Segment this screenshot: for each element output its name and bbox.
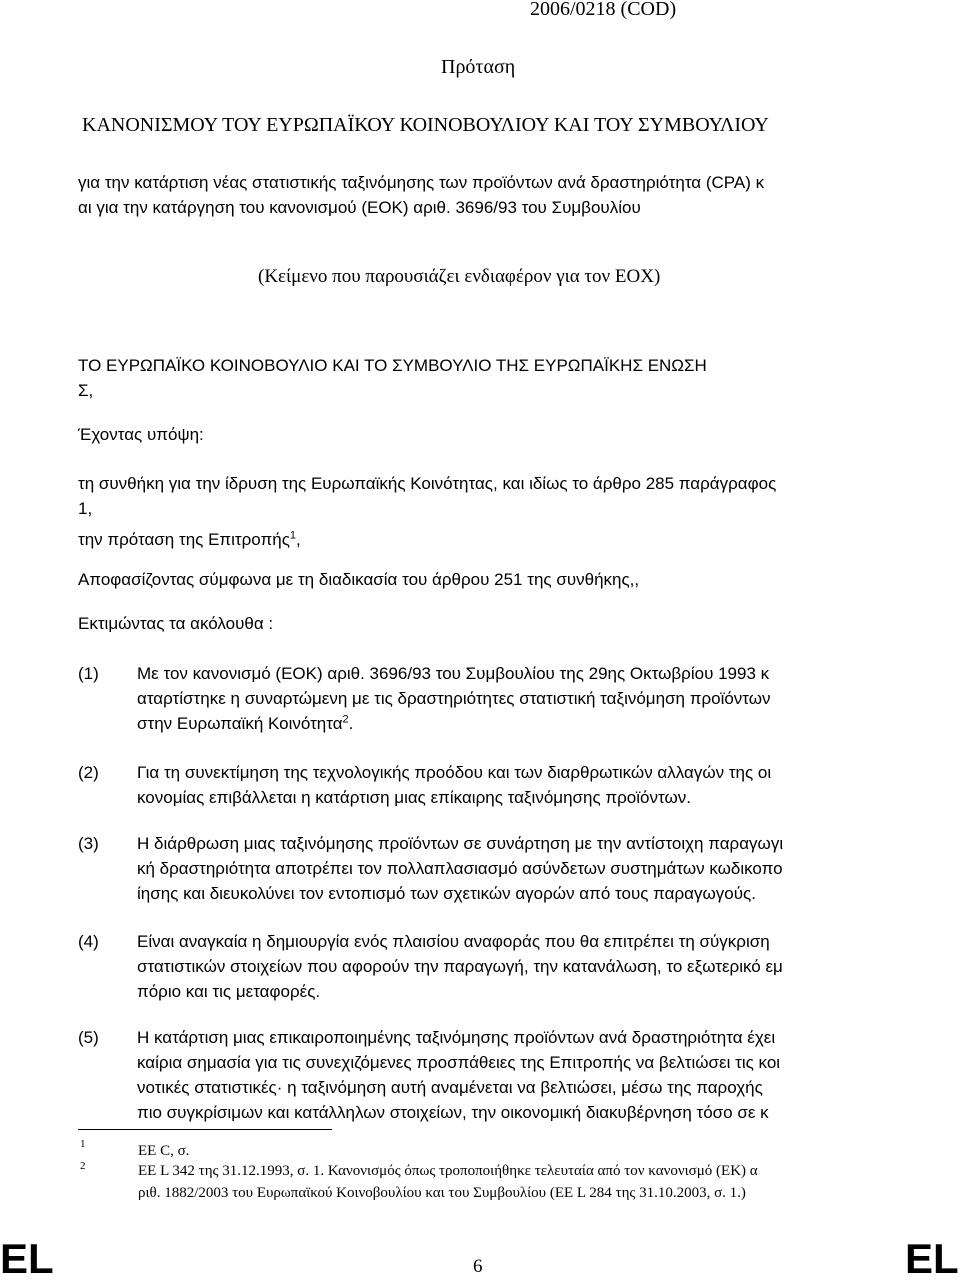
recital-line-text: στην Ευρωπαϊκή Κοινότητα: [137, 714, 343, 733]
recital-text: [137, 929, 783, 1004]
commission-proposal-citation: [78, 530, 301, 550]
recital-text: [137, 760, 771, 810]
whereas-heading: Εκτιμώντας τα ακόλουθα :: [78, 614, 274, 633]
treaty-line: 1,: [78, 499, 93, 518]
procedure-citation: Αποφασίζοντας σύμφωνα με τη διαδικασία του άρθρου 251 της συνθήκης,,: [78, 570, 640, 589]
footnote-mark: 1: [80, 1138, 86, 1150]
recital-text: [137, 661, 771, 736]
language-code-right: EL: [905, 1235, 959, 1282]
recital-line: αταρτίστηκε η συναρτώμενη με τις δραστηριότητες στατιστική ταξινόμηση προϊόντων: [137, 689, 771, 708]
recital-line: Είναι αναγκαία η δημιουργία ενός πλαισίου αναφοράς που θα επιτρέπει τη σύγκριση: [137, 932, 770, 951]
footnote-line: ριθ. 1882/2003 του Ευρωπαϊκού Κοινοβουλίου και του Συμβουλίου (ΕΕ L 284 της 31.10.2003, σ. 1.): [138, 1185, 746, 1201]
footnote-line: ΕΕ L 342 της 31.12.1993, σ. 1. Κανονισμός όπως τροποποιήθηκε τελευταία από τον κανονισμό (ΕΚ) α: [138, 1163, 758, 1179]
footnote-line: ΕΕ C, σ.: [138, 1143, 190, 1159]
recital-line: στατιστικών στοιχείων που αφορούν την παραγωγή, την κατανάλωση, το εξωτερικό εμ: [137, 957, 783, 976]
recital-number: (1): [78, 664, 99, 683]
proposal-label: Πρόταση: [441, 56, 516, 78]
footnote-ref: 1: [289, 529, 297, 542]
recital-line: πιο συγκρίσιμων και κατάλληλων στοιχείων, την οικονομική διακυβέρνηση τόσο σε κ: [137, 1103, 769, 1122]
eea-relevance-note: (Κείμενο που παρουσιάζει ενδιαφέρον για τον ΕΟΧ): [258, 266, 661, 287]
recital-text: [137, 831, 783, 906]
subject-line: αι για την κατάργηση του κανονισμού (ΕΟΚ) αριθ. 3696/93 του Συμβουλίου: [78, 198, 641, 217]
recital-line: νοτικές στατιστικές· η ταξινόμηση αυτή αναμένεται να βελτιώσει, μέσω της παροχής: [137, 1078, 763, 1097]
regulation-title: ΚΑΝΟΝΙΣΜΟΥ ΤΟΥ ΕΥΡΩΠΑΪΚΟΥ ΚΟΙΝΟΒΟΥΛΙΟΥ ΚΑΙ ΤΟΥ ΣΥΜΒΟΥΛΙΟΥ: [82, 114, 769, 136]
recital-line: [137, 711, 771, 736]
recital-text: [137, 1025, 780, 1125]
footnote: [138, 1160, 758, 1204]
subject-line: για την κατάρτιση νέας στατιστικής ταξινόμησης των προϊόντων ανά δραστηριότητα (CPA) κ: [78, 173, 765, 192]
authors-line: Σ,: [78, 381, 94, 400]
recital-line: κή δραστηριότητα αποτρέπει τον πολλαπλασιασμό ασύνδετων συστημάτων κωδικοπο: [137, 859, 783, 878]
recital-line: κονομίας επιβάλλεται η κατάρτιση μιας επίκαιρης ταξινόμησης προϊόντων.: [137, 788, 691, 807]
recital-number: (4): [78, 932, 99, 951]
treaty-citation: [78, 471, 776, 521]
recital-line-end: .: [348, 714, 354, 733]
treaty-line: τη συνθήκη για την ίδρυση της Ευρωπαϊκής Κοινότητας, και ιδίως το άρθρο 285 παράγραφος: [78, 474, 777, 493]
footnote: [138, 1140, 189, 1162]
regulation-subject: [78, 170, 764, 220]
recital-line: Η διάρθρωση μιας ταξινόμησης προϊόντων σε συνάρτηση με την αντίστοιχη παραγωγι: [137, 834, 784, 853]
citation-text: την πρόταση της Επιτροπής: [78, 530, 290, 549]
recital-line: ίησης και διευκολύνει τον εντοπισμό των σχετικών αγορών από τους παραγωγούς.: [137, 884, 756, 903]
recital-line: πόριο και τις μεταφορές.: [137, 982, 321, 1001]
language-code-left: EL: [0, 1235, 54, 1282]
footnote-ref: 2: [342, 713, 349, 726]
recital-line: καίρια σημασία για τις συνεχιζόμενες προσπάθειες της Επιτροπής να βελτιώσει τις κοι: [137, 1053, 781, 1072]
footnote-mark: 2: [80, 1160, 86, 1172]
page-number: 6: [473, 1256, 483, 1277]
authors-heading: [78, 353, 707, 403]
recital-number: (2): [78, 763, 99, 782]
recital-line: Για τη συνεκτίμηση της τεχνολογικής προόδου και των διαρθρωτικών αλλαγών της οι: [137, 763, 772, 782]
recital-line: Η κατάρτιση μιας επικαιροποιημένης ταξινόμησης προϊόντων ανά δραστηριότητα έχει: [137, 1028, 776, 1047]
recital-number: (5): [78, 1028, 99, 1047]
recital-line: Με τον κανονισμό (ΕΟΚ) αριθ. 3696/93 του Συμβουλίου της 29ης Οκτωβρίου 1993 κ: [137, 664, 770, 683]
footnote-separator: [78, 1129, 332, 1130]
citation-end: ,: [296, 530, 301, 549]
document-code: 2006/0218 (COD): [530, 0, 677, 20]
having-regard: Έχοντας υπόψη:: [78, 425, 204, 444]
recital-number: (3): [78, 834, 99, 853]
authors-line: ΤΟ ΕΥΡΩΠΑΪΚΟ ΚΟΙΝΟΒΟΥΛΙΟ ΚΑΙ ΤΟ ΣΥΜΒΟΥΛΙΟ ΤΗΣ ΕΥΡΩΠΑΪΚΗΣ ΕΝΩΣΗ: [78, 356, 707, 375]
